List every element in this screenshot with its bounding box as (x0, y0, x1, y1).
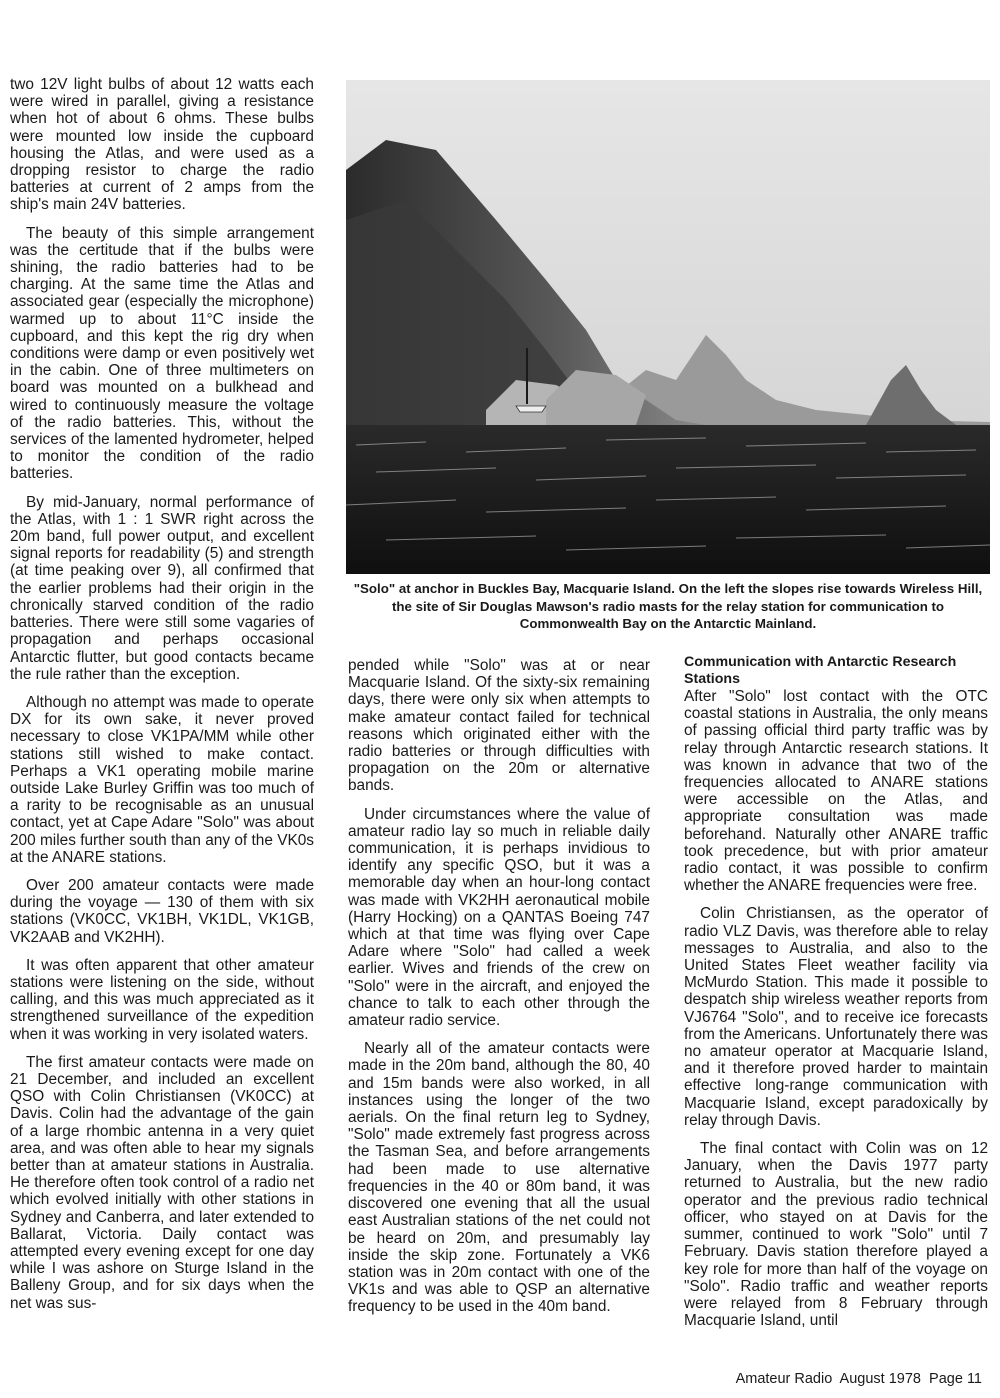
paragraph: By mid-January, normal performance of the Atlas, with 1 : 1 SWR right across the 20m band, full power output, and excellent signal reports for readability (5) and strength (at time peaking over 9), all confirmed that the earlier problems had their origin in the chronically starved condition of the radio batteries. There were still some vagaries of propagation and perhaps occasional Antarctic flutter, but good contacts became the rule rather than the exception. (10, 493, 314, 683)
paragraph: pended while "Solo" was at or near Macquarie Island. Of the sixty-six remaining days, there were only six when attempts to make amateur contact failed for technical reasons which originated either with the radio batteries or through difficulties with propagation on the 20m or alternative bands. (348, 657, 650, 795)
column-3 (684, 654, 988, 1340)
island-landscape-photo (346, 80, 990, 574)
page-footer (736, 1370, 982, 1388)
paragraph: Under circumstances where the value of amateur radio lay so much in reliable daily communication, it is perhaps invidious to identify any specific QSO, but it was a memorable day when an hour-long contact was made with VK2HH aeronautical mobile (Harry Hocking) on a QANTAS Boeing 747 which at that time was flying over Cape Adare where "Solo" had called a week earlier. Wives and friends of the crew on "Solo" were in the aircraft, and enjoyed the chance to talk to each other through the amateur radio service. (348, 805, 650, 1030)
paragraph: It was often apparent that other amateur stations were listening on the side, without calling, and this was much appreciated as it strengthened surveillance of the expedition when it was working in very isolated waters. (10, 956, 314, 1043)
paragraph: Although no attempt was made to operate DX for its own sake, it never proved necessary to close VK1PA/MM while other stations still wished to make contact. Perhaps a VK1 operating mobile marine outside Lake Burley Griffin was too much of a rarity to be recognisable as an unusual contact, yet at Cape Adare "Solo" was about 200 miles further south than any of the VK0s at the ANARE stations. (10, 693, 314, 866)
paragraph: Colin Christiansen, as the operator of radio VLZ Davis, was therefore able to relay messages to Australia, and also to the United States Fleet weather facility via McMurdo Station. This made it possible to despatch ship wireless weather reports from VJ6764 "Solo", and to receive ice forecasts from the Americans. Unfortunately there was no amateur operator at Macquarie Island, and it therefore proved harder to maintain effective long-range communication with Macquarie Island, except paradoxically by relay through Davis. (684, 905, 988, 1129)
publication-name: Amateur Radio (735, 1371, 833, 1387)
paragraph: The first amateur contacts were made on 21 December, and included an excellent QSO with Colin Christiansen (VK0CC) at Davis. Colin had the advantage of the gain of a large rhombic antenna in a very quiet area, and was often able to hear my signals better than at amateur stations in Australia. He therefore often took control of a radio net which evolved initially with other stations in Sydney and Canberra, and later extended to Ballarat, Victoria. Daily contact was attempted every evening except for one day while I was ashore on Sturge Island in the Balleny Group, and for six days when the net was sus- (10, 1053, 314, 1312)
paragraph: Nearly all of the amateur contacts were made in the 20m band, although the 80, 40 and 15m bands were also worked, in all instances using the longer of the two aerials. On the final return leg to Sydney, "Solo" made extremely fast progress across the Tasman Sea, and before arrangements had been made to use alternative frequencies in the 40 or 80m band, it was discovered one evening that all the usual east Australian stations of the net could not be heard on 20m, and presumably lay inside the skip zone. Fortunately a VK6 station was in 20m contact with one of the VK1s and was able to QSP an alternative frequency to be used in the 40m band. (348, 1040, 650, 1316)
paragraph: The final contact with Colin was on 12 January, when the Davis 1977 party returned to Australia, but the new radio operator and the previous radio technical officer, who stayed on at Davis for the summer, continued to work "Solo" until 7 February. Davis station therefore played a key role for more than half of the voyage on "Solo". Radio traffic and weather reports were relayed from 8 February through Macquarie Island, until (684, 1140, 988, 1330)
paragraph: After "Solo" lost contact with the OTC coastal stations in Australia, the only means of passing official third party traffic was by relay through Antarctic research stations. It was known in advance that two of the frequencies allocated to ANARE stations were accessible on the Atlas, and appropriate consultation was made beforehand. Naturally other ANARE traffic took precedence, but with prior amateur radio contact, it was possible to confirm whether the ANARE frequencies were free. (684, 688, 988, 895)
column-1 (10, 76, 314, 1323)
page-number: Page 11 (929, 1371, 982, 1387)
issue-date: August 1978 (839, 1371, 921, 1387)
paragraph: The beauty of this simple arrangement was the certitude that if the bulbs were shining, the radio batteries had to be charging. At the same time the Atlas and associated gear (especially the microphone) warmed up to about 11°C inside the cupboard, and this kept the rig dry when conditions were damp or even positively wet in the cabin. One of three multimeters on board was mounted on a bulkhead and wired to continuously measure the voltage of the radio batteries. This, without the services of the lamented hydrometer, helped to monitor the condition of the radio batteries. (10, 224, 314, 483)
photo-caption: "Solo" at anchor in Buckles Bay, Macquarie Island. On the left the slopes rise towards Wireless Hill, the site of Sir Douglas Mawson's radio masts for the relay station for communication to Commonwealth Bay on the Antarctic Mainland. (353, 581, 983, 632)
paragraph: Over 200 amateur contacts were made during the voyage — 130 of them with six stations (VK0CC, VK1BH, VK1DL, VK1GB, VK2AAB and VK2HH). (10, 876, 314, 946)
column-2 (348, 657, 650, 1327)
paragraph: two 12V light bulbs of about 12 watts each were wired in parallel, giving a resistance when hot of about 6 ohms. These bulbs were mounted low inside the cupboard housing the Atlas, and were used as a dropping resistor to charge the radio batteries at current of 2 amps from the ship's main 24V batteries. (10, 76, 314, 214)
section-heading: Communication with Antarctic Research Stations (684, 654, 957, 687)
photo-illustration (346, 80, 990, 574)
